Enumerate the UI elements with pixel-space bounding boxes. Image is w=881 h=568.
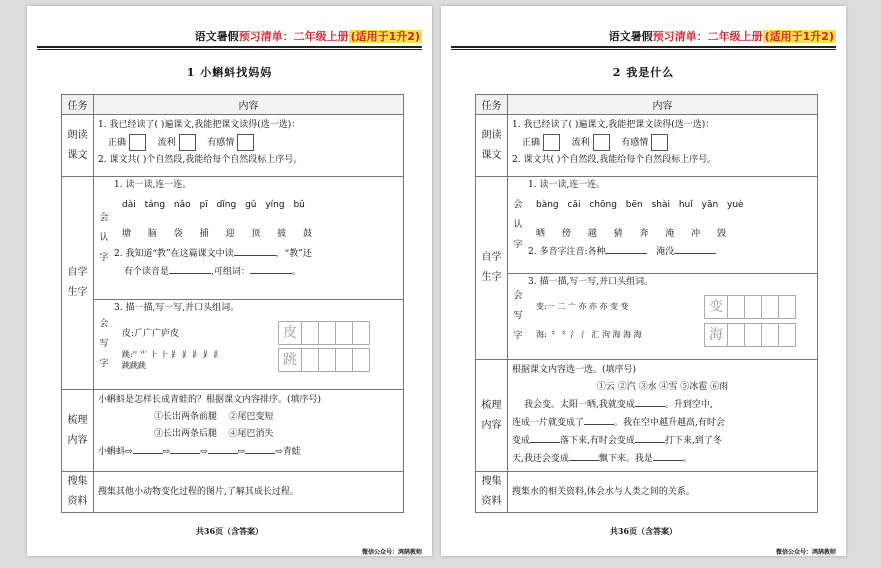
blank[interactable] — [653, 450, 683, 461]
read-label: 朗读 课文 — [476, 115, 508, 177]
page-count: 共36页（含答案） — [609, 526, 678, 536]
write-char-pi: 皮:⺁广广庐皮 皮 — [114, 321, 403, 345]
write-char-tiao: 跳:'' ⺌ ⺊ ⺊ ⻊ ⻊ ⻊ ⻊ ⻊ 跳跳跳 跳 — [114, 348, 403, 372]
blank[interactable] — [250, 263, 292, 274]
sort-question: 小蝌蚪是怎样长成青蛙的？根据课文内容排序。(填序号) — [98, 395, 322, 405]
collect-text: 搜集水的相关资料,体会水与人类之间的关系。 — [512, 486, 695, 497]
content-header: 内容 — [508, 95, 818, 115]
sort-question: 根据课文内容选一选。(填序号) — [512, 365, 637, 375]
recognize-q1: 1. 读一读,连一连。 — [114, 180, 192, 190]
writing-grid[interactable]: 变 — [704, 295, 796, 319]
blank[interactable] — [208, 443, 238, 454]
pinyin-row: dài táng nǎo pī dǐng gǔ yíng bǔ — [122, 200, 305, 210]
write-char-hai: 海: ⺀ ⺀ ⺡ ⺡ 汇 泃 海 海 海 海 — [528, 323, 817, 347]
sort-label: 梳理 内容 — [62, 390, 94, 472]
blank[interactable] — [170, 443, 200, 454]
hanzi-row: 晒 傍 越 猜 奔 淹 冲 毁 — [536, 229, 727, 239]
sort-flow: 小蝌蚪⇨ ⇨ ⇨ ⇨ ⇨青蛙 — [98, 443, 399, 461]
blank[interactable] — [635, 432, 665, 443]
recognize-q1: 1. 读一读,连一连。 — [528, 180, 606, 190]
blank[interactable] — [569, 450, 599, 461]
self-study-label: 自学 生字 — [476, 177, 508, 360]
blank[interactable] — [234, 245, 276, 256]
passage-line-1: 我会变。太阳一晒,我就变成 。升到空中, — [524, 396, 813, 414]
blank[interactable] — [674, 243, 716, 254]
collect-label: 搜集 资料 — [476, 472, 508, 513]
checkbox-correct[interactable] — [129, 134, 146, 151]
writing-grid[interactable]: 海 — [704, 323, 796, 347]
read-q1: 1. 我已经读了( )遍课文,我能把课文读得(选一选)： — [98, 120, 301, 130]
blank[interactable] — [169, 263, 211, 274]
write-q3: 3. 描一描,写一写,并口头组词。 — [528, 276, 654, 287]
blank[interactable] — [133, 443, 163, 454]
read-options: 正确 流利 有感情 — [108, 134, 399, 152]
checkbox-correct[interactable] — [543, 134, 560, 151]
recognize-label: 会 认 字 — [513, 199, 523, 250]
read-q1: 1. 我已经读了( )遍课文,我能把课文读得(选一选)： — [512, 120, 715, 130]
passage-line-3: 变成 落下来,有时会变成 打下来,到了冬 — [512, 432, 813, 450]
recognize-q2-cont: 有个读音是 ,可组词： 。 — [124, 263, 403, 281]
sort-options-1: ①长出两条前腿 ②尾巴变短 — [154, 412, 274, 422]
wechat-label: 微信公众号：鸿鹄教师 — [775, 549, 836, 556]
page-header: 语文暑假预习清单：二年级上册 (适用于1升2) — [194, 30, 420, 43]
writing-grid[interactable]: 皮 — [278, 321, 370, 345]
sort-options: ①云 ②汽 ③水 ④雪 ⑤冰雹 ⑥雨 — [596, 382, 729, 392]
task-table — [475, 94, 818, 513]
wechat-label: 微信公众号：鸿鹄教师 — [361, 549, 422, 556]
read-options: 正确 流利 有感情 — [522, 134, 813, 152]
checkbox-fluent[interactable] — [593, 134, 610, 151]
checkbox-emotion[interactable] — [651, 134, 668, 151]
blank[interactable] — [605, 243, 647, 254]
page-count: 共36页（含答案） — [195, 526, 264, 536]
lesson-title: 1 小蝌蚪找妈妈 — [186, 66, 273, 79]
write-char-bian: 变:⼀ ⼆ ⼇ 亦 亦 亦 变 变 变 — [528, 295, 817, 319]
read-label: 朗读 课文 — [62, 115, 94, 177]
recognize-q2: 2. 我知道“教”在这篇课文中读 ，“教”还 — [114, 245, 403, 263]
content-header: 内容 — [94, 95, 404, 115]
blank[interactable] — [530, 432, 560, 443]
passage-line-2: 连成一片就变成了 。我在空中越升越高,有时会 — [512, 414, 813, 432]
hanzi-row: 塘 脑 袋 捕 迎 顶 披 鼓 — [122, 229, 313, 239]
collect-text: 搜集其他小动物变化过程的图片,了解其成长过程。 — [98, 486, 299, 497]
blank[interactable] — [635, 396, 665, 407]
task-header: 任务 — [476, 95, 508, 115]
page-right — [441, 6, 846, 556]
writing-grid[interactable]: 跳 — [278, 348, 370, 372]
self-study-label: 自学 生字 — [62, 177, 94, 390]
lesson-title: 2 我是什么 — [612, 66, 675, 79]
pinyin-row: bàng cāi chōng bēn shài huǐ yān yuè — [536, 200, 744, 210]
blank[interactable] — [245, 443, 275, 454]
write-q3: 3. 描一描,写一写,并口头组词。 — [114, 302, 240, 313]
task-table — [61, 94, 404, 513]
blank[interactable] — [584, 414, 614, 425]
recognize-label: 会 认 字 — [99, 212, 109, 263]
collect-label: 搜集 资料 — [62, 472, 94, 513]
sort-options-2: ③长出两条后腿 ④尾巴消失 — [154, 429, 274, 439]
checkbox-emotion[interactable] — [237, 134, 254, 151]
write-label: 会 写 字 — [508, 273, 528, 359]
task-header: 任务 — [62, 95, 94, 115]
read-q2: 2. 课文共( )个自然段,我能给每个自然段标上序号。 — [512, 155, 717, 165]
write-label: 会 写 字 — [94, 299, 114, 389]
passage-line-4: 天,我还会变成 飘下来。我是 。 — [512, 450, 813, 468]
page-left — [27, 6, 432, 556]
checkbox-fluent[interactable] — [179, 134, 196, 151]
read-q2: 2. 课文共( )个自然段,我能给每个自然段标上序号。 — [98, 155, 303, 165]
recognize-q2: 2. 多音字注音:各种 淹没 — [528, 243, 817, 261]
page-header: 语文暑假预习清单：二年级上册 (适用于1升2) — [608, 30, 834, 43]
sort-label: 梳理 内容 — [476, 360, 508, 472]
